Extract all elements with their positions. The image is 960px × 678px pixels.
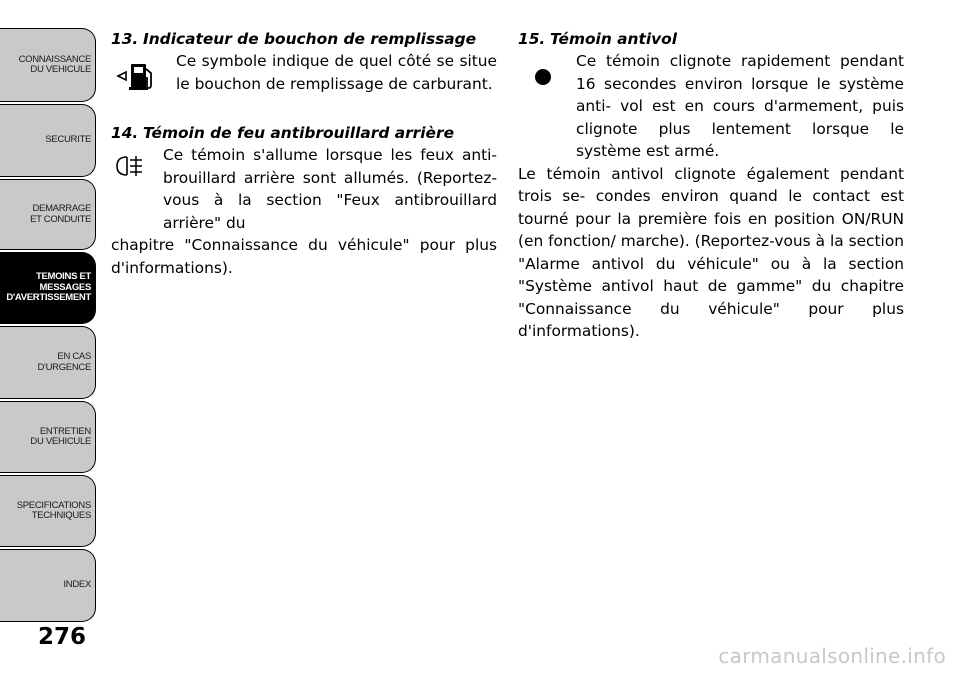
tab-label: EN CAS D'URGENCE bbox=[37, 351, 91, 373]
section-title: Indicateur de bouchon de remplissage bbox=[143, 30, 477, 48]
tab-label: DEMARRAGE ET CONDUITE bbox=[30, 203, 91, 225]
fuel-door-icon bbox=[116, 61, 156, 98]
section-number: 15. bbox=[518, 30, 546, 48]
tab-temoins-et-messages[interactable] bbox=[0, 252, 96, 324]
tab-label: CONNAISSANCE DU VEHICULE bbox=[18, 53, 91, 75]
section-13 bbox=[111, 28, 497, 95]
tab-demarrage-et-conduite[interactable] bbox=[0, 179, 96, 250]
tab-connaissance-du-vehicule[interactable] bbox=[0, 28, 96, 102]
tab-index[interactable] bbox=[0, 549, 96, 622]
section-text-continued: Le témoin antivol clignote également pendant trois se- condes environ quand le contact est tourné pour la première fois en position ON/RUN (en fonction/ marche). (Reportez-vous à la section "Alarme antivol du véhicule" ou à la section "Système antivol haut de gamme" du chapitre "Connaissance du véhicule" pour plus d'informations). bbox=[518, 164, 904, 340]
section-title: Témoin de feu antibrouillard arrière bbox=[143, 124, 455, 142]
watermark: carmanualsonline.info bbox=[718, 644, 946, 668]
section-title: Témoin antivol bbox=[550, 30, 678, 48]
tab-securite[interactable] bbox=[0, 104, 96, 177]
section-text-continued: chapitre "Connaissance du véhicule" pour plus d'informations). bbox=[111, 236, 497, 277]
section-14 bbox=[111, 122, 497, 279]
section-heading bbox=[111, 122, 497, 144]
page-number: 276 bbox=[37, 624, 86, 650]
section-heading bbox=[111, 28, 497, 50]
rear-fog-light-icon bbox=[113, 154, 145, 185]
antitheft-light-icon bbox=[534, 68, 552, 93]
tab-label: TEMOINS ET MESSAGES D'AVERTISSEMENT bbox=[6, 271, 91, 304]
tab-label: SECURITE bbox=[45, 134, 91, 146]
section-text-indented: Ce témoin clignote rapidement pendant 16 secondes environ lorsque le système anti- vol est en cours d'armement, puis clignote plus lentement lorsque le système est armé. bbox=[576, 52, 904, 160]
right-column bbox=[518, 28, 904, 343]
left-column bbox=[111, 28, 497, 279]
section-heading bbox=[518, 28, 904, 50]
section-text: Ce symbole indique de quel côté se situe le bouchon de remplissage de carburant. bbox=[176, 52, 497, 93]
section-number: 13. bbox=[111, 30, 139, 48]
tab-entretien-du-vehicule[interactable] bbox=[0, 401, 96, 473]
tab-en-cas-d-urgence[interactable] bbox=[0, 326, 96, 399]
section-number: 14. bbox=[111, 124, 139, 142]
tab-specifications-techniques[interactable] bbox=[0, 475, 96, 547]
tab-label: INDEX bbox=[63, 579, 91, 591]
tab-label: SPECIFICATIONS TECHNIQUES bbox=[16, 499, 91, 521]
tab-label: ENTRETIEN DU VEHICULE bbox=[30, 425, 91, 447]
section-text-indented: Ce témoin s'allume lorsque les feux anti- brouillard arrière sont allumés. (Reportez-vous à la section "Feux antibrouillard arrière" du bbox=[163, 146, 497, 232]
section-15 bbox=[518, 28, 904, 343]
